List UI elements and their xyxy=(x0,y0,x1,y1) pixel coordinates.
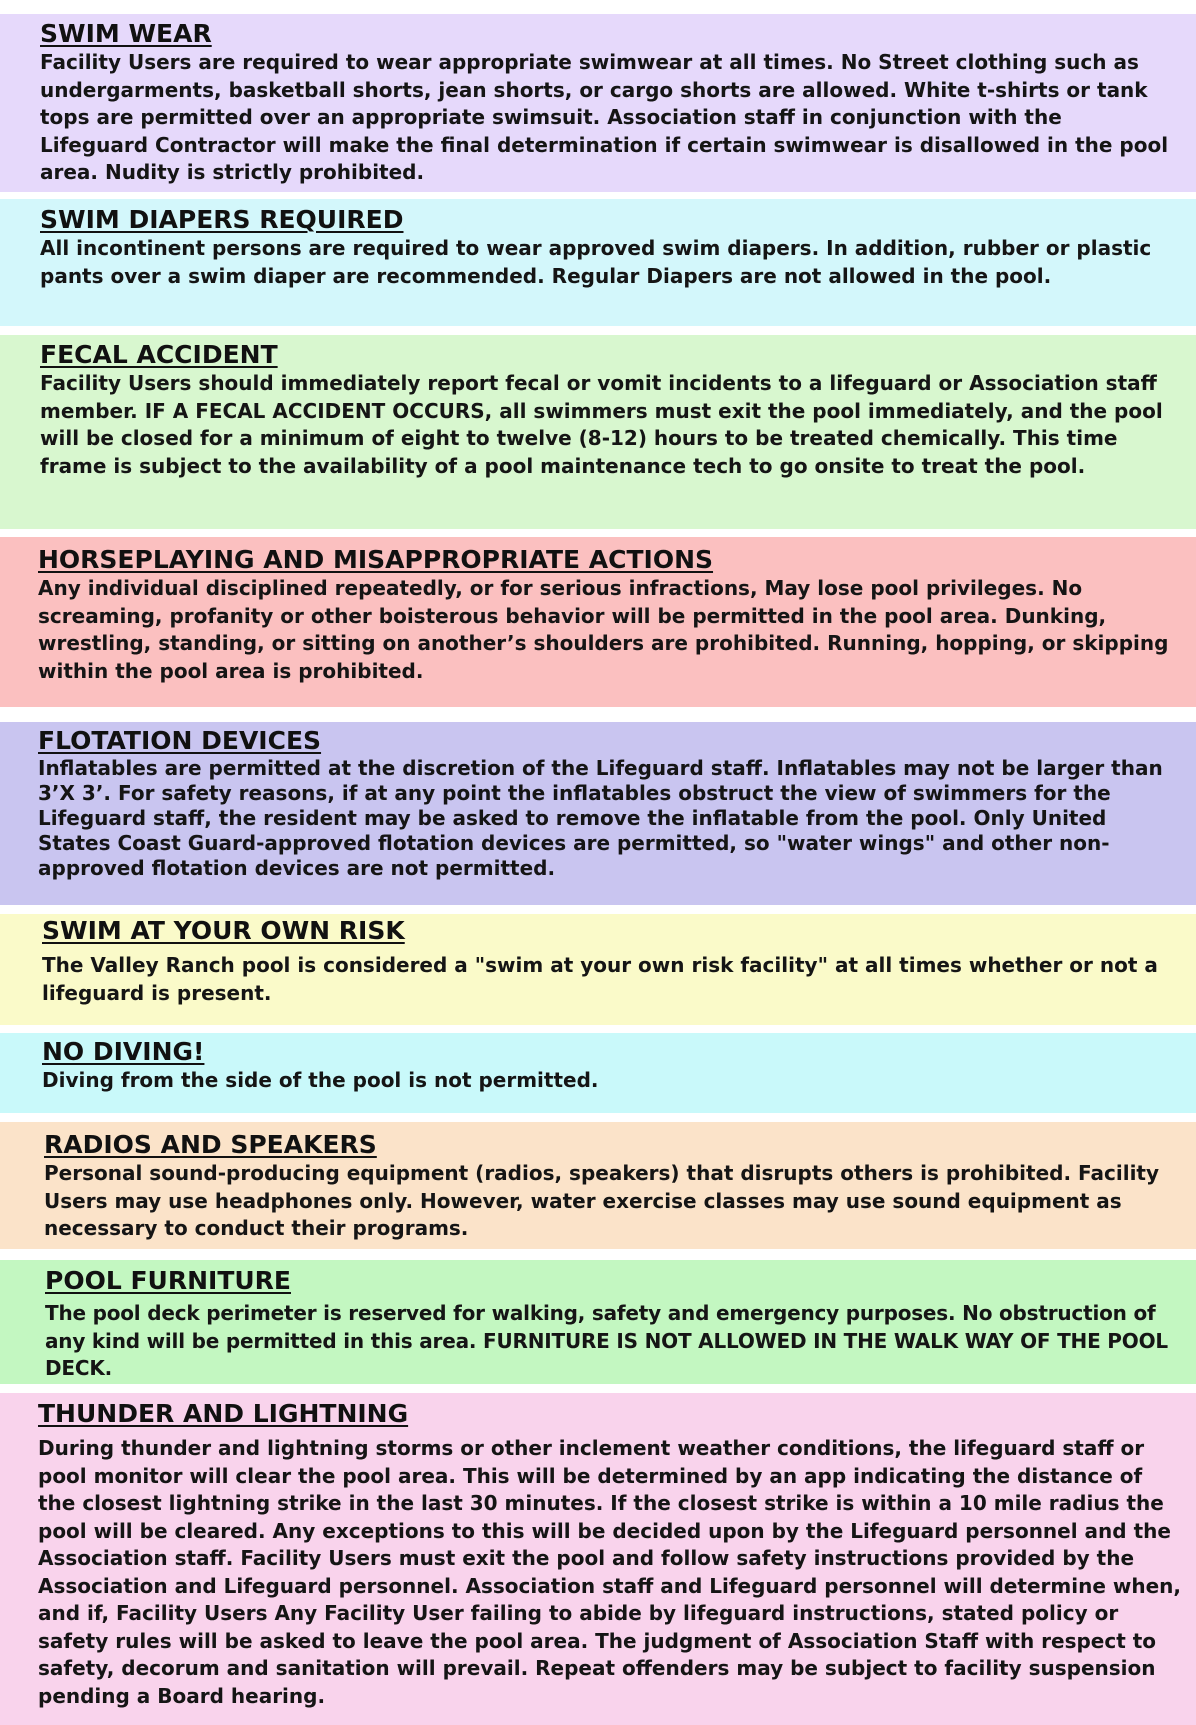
section-radios-and-speakers xyxy=(0,1122,1196,1249)
section-body: During thunder and lightning storms or other inclement weather conditions, the lifeguard staff or pool monitor will clear the pool area. This will be determined by an app indicating the distance of the closest lightning strike in the last 30 minutes. If the closest strike is within a 10 mile radius the pool will be cleared. Any exceptions to this will be decided upon by the Lifeguard personnel and the Association staff. Facility Users must exit the pool and follow safety instructions provided by the Association and Lifeguard personnel. Association staff and Lifeguard personnel will determine when, and if, Facility Users Any Facility User failing to abide by lifeguard instructions, stated policy or safety rules will be asked to leave the pool area. The judgment of Association Staff with respect to safety, decorum and sanitation will prevail. Repeat offenders may be subject to facility suspension pending a Board hearing. xyxy=(38,1436,1181,1708)
section-title: SWIM WEAR xyxy=(40,19,212,48)
section-title: THUNDER AND LIGHTNING xyxy=(38,1399,409,1428)
section-body: Diving from the side of the pool is not permitted. xyxy=(42,1068,599,1092)
section-body: Facility Users should immediately report fecal or vomit incidents to a lifeguard or Association staff member. IF A FECAL ACCIDENT OCCURS, all swimmers must exit the pool immediately, and the pool will be closed for a minimum of eight to twelve (8-12) hours to be treated chemically. This time frame is subject to the availability of a pool maintenance tech to go onsite to treat the pool. xyxy=(40,371,1163,478)
section-swim-at-your-own-risk xyxy=(0,914,1196,1025)
section-horseplaying xyxy=(0,537,1196,707)
section-title: FECAL ACCIDENT xyxy=(40,340,278,369)
section-title: RADIOS AND SPEAKERS xyxy=(44,1130,377,1159)
section-swim-diapers-required xyxy=(0,199,1196,326)
section-body: The pool deck perimeter is reserved for walking, safety and emergency purposes. No obstruction of any kind will be permitted in this area. FURNITURE IS NOT ALLOWED IN THE WALK WAY OF THE POOL DECK. xyxy=(45,1301,1168,1380)
section-flotation-devices xyxy=(0,722,1196,905)
section-body: Personal sound-producing equipment (radios, speakers) that disrupts others is prohibited. Facility Users may use headphones only. However, water exercise classes may use sound equipment as necessary to conduct their programs. xyxy=(44,1161,1160,1240)
section-no-diving xyxy=(0,1033,1196,1113)
section-body: Inflatables are permitted at the discretion of the Lifeguard staff. Inflatables may not be larger than 3’X 3’. For safety reasons, if at any point the inflatables obstruct the view of swimmers for the Lifeguard staff, the resident may be asked to remove the inflatable from the pool. Only United States Coast Guard-approved flotation devices are permitted, so "water wings" and other non-approved flotation devices are not permitted. xyxy=(38,756,1163,880)
section-title: SWIM AT YOUR OWN RISK xyxy=(42,916,405,945)
section-title: NO DIVING! xyxy=(42,1037,205,1066)
section-fecal-accident xyxy=(0,335,1196,529)
section-body: Facility Users are required to wear appropriate swimwear at all times. No Street clothing such as undergarments, basketball shorts, jean shorts, or cargo shorts are allowed. White t-shirts or tank tops are permitted over an appropriate swimsuit. Association staff in conjunction with the Lifeguard Contractor will make the final determination if certain swimwear is disallowed in the pool area. Nudity is strictly prohibited. xyxy=(40,50,1169,184)
section-title: POOL FURNITURE xyxy=(45,1266,291,1295)
section-thunder-and-lightning xyxy=(0,1393,1196,1725)
section-body: All incontinent persons are required to wear approved swim diapers. In addition, rubber or plastic pants over a swim diaper are recommended. Regular Diapers are not allowed in the pool. xyxy=(40,236,1152,288)
section-title: SWIM DIAPERS REQUIRED xyxy=(40,205,404,234)
section-title: FLOTATION DEVICES xyxy=(38,726,322,755)
section-body: The Valley Ranch pool is considered a "swim at your own risk facility" at all times whether or not a lifeguard is present. xyxy=(42,953,1158,1005)
section-pool-furniture xyxy=(0,1260,1196,1384)
section-body: Any individual disciplined repeatedly, or for serious infractions, May lose pool privileges. No screaming, profanity or other boisterous behavior will be permitted in the pool area. Dunking, wrestling, standing, or sitting on another’s shoulders are prohibited. Running, hopping, or skipping within the pool area is prohibited. xyxy=(38,576,1169,683)
section-swim-wear xyxy=(0,14,1196,192)
section-title: HORSEPLAYING AND MISAPPROPRIATE ACTIONS xyxy=(38,545,714,574)
